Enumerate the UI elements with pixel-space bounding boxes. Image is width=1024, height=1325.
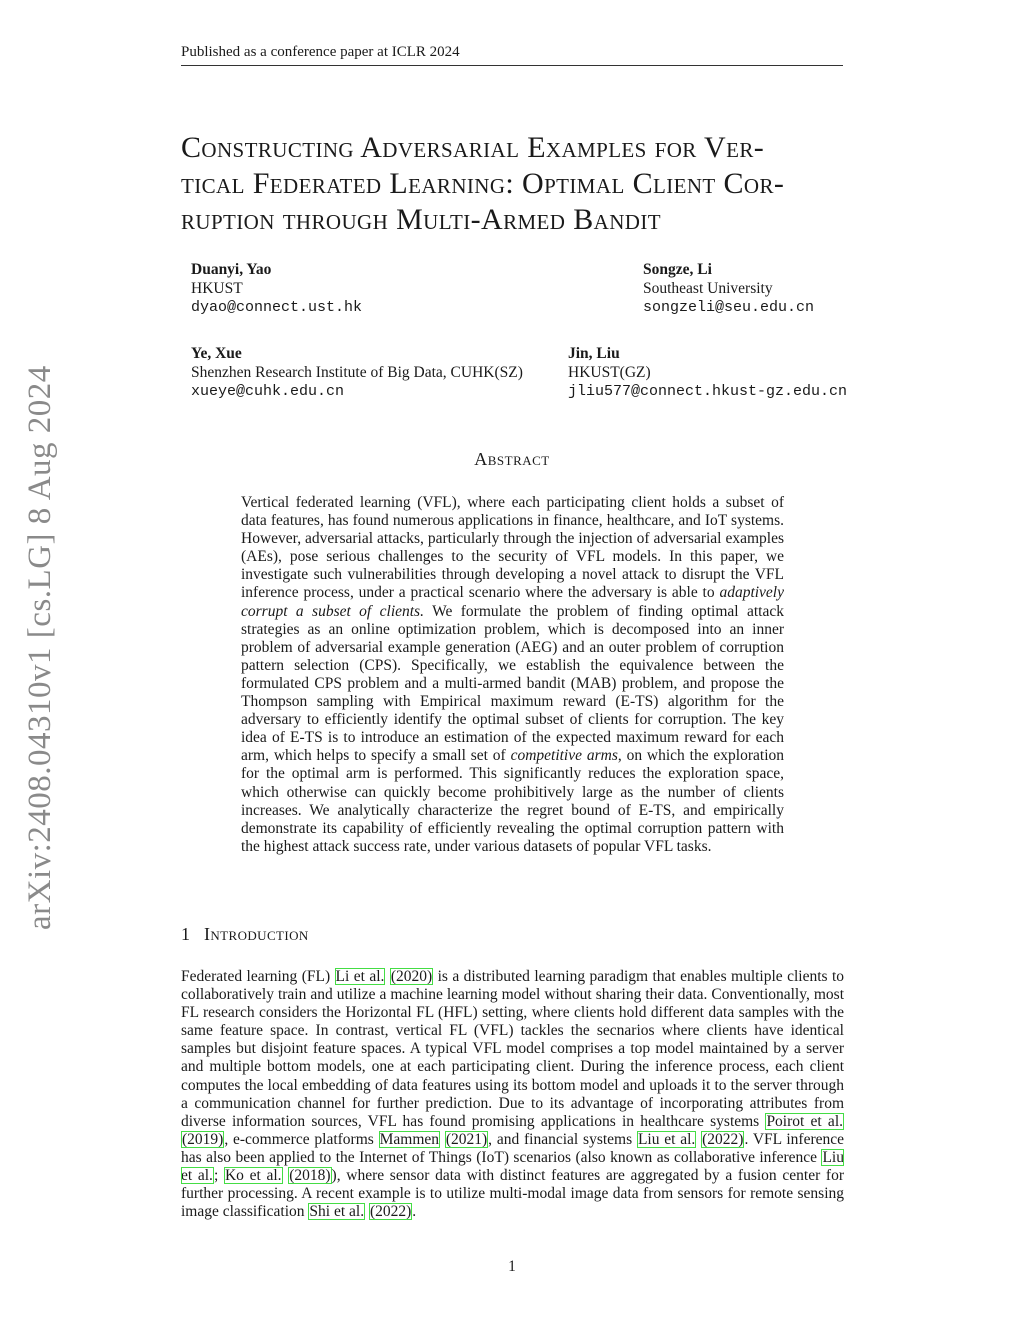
- title-line-2: tical Federated Learning: Optimal Client Cor-: [181, 167, 785, 200]
- citation-link[interactable]: Mammen: [379, 1130, 440, 1148]
- citation-year-link[interactable]: (2019): [182, 1130, 224, 1148]
- abstract-part-3: , on which the exploration for the optimal arm is performed. This significantly reduces the exploration space, which otherwise can quickly become prohibitively large as the number of clients increases. We analytically characterize the regret bound of E-TS, and empirically demonstrate its capability of efficiently revealing the optimal corruption pattern with the highest attack success rate, under various datasets of popular VFL tasks.: [241, 747, 785, 855]
- author-affiliation: HKUST: [191, 280, 243, 297]
- author-block-4: [568, 344, 847, 401]
- author-name: Ye, Xue: [191, 345, 242, 362]
- title-line-1: Constructing Adversarial Examples for Ver-: [181, 131, 765, 164]
- author-affiliation: Southeast University: [643, 280, 773, 297]
- citation-link[interactable]: Liu et al.: [181, 1148, 844, 1185]
- intro-text: , and financial systems: [488, 1130, 637, 1148]
- introduction-paragraph: [181, 968, 844, 1221]
- author-affiliation: Shenzhen Research Institute of Big Data, CUHK(SZ): [191, 364, 523, 381]
- author-block-2: [643, 260, 814, 317]
- citation-year-link[interactable]: (2018): [289, 1167, 331, 1185]
- section-heading-introduction: [181, 924, 309, 945]
- arxiv-stamp[interactable]: arXiv:2408.04310v1 [cs.LG] 8 Aug 2024: [22, 365, 58, 930]
- intro-text: , e-commerce platforms: [224, 1130, 379, 1148]
- author-email[interactable]: dyao@connect.ust.hk: [191, 299, 363, 316]
- abstract-part-2: We formulate the problem of finding optimal attack strategies as an online optimization problem, which is decomposed into an inner problem of adversarial example generation (AEG) and an outer problem of corruption pattern selection (CPS). Specifically, we establish the equivalence between the formulated CPS problem and a multi-armed bandit (MAB) problem, and propose the Thompson sampling with Empirical maximum reward (E-TS) algorithm for the adversary to efficiently identify the optimal subset of clients for corruption. The key idea of E-TS is to introduce an estimation of the expected maximum reward for each arm, which helps to specify a small set of: [241, 602, 784, 765]
- paper-title: [181, 130, 853, 238]
- abstract-text: [241, 494, 784, 856]
- title-line-3: ruption through Multi-Armed Bandit: [181, 203, 661, 236]
- intro-text: Federated learning (FL): [181, 968, 335, 985]
- section-number: 1: [181, 924, 190, 944]
- author-email[interactable]: songzeli@seu.edu.cn: [643, 299, 815, 316]
- citation-year-link[interactable]: (2022): [369, 1203, 412, 1221]
- citation-year-link[interactable]: (2020): [390, 968, 433, 985]
- author-block-3: [191, 344, 523, 401]
- intro-text: is a distributed learning paradigm that enables multiple clients to collaboratively train and utilize a machine learning model without sharing their data. Conventionally, most FL research considers the Horizontal FL (HFL) setting, where clients hold different data samples with the same feature space. In contrast, vertical FL (VFL) tackles the secnarios where clients have identical samples but disjoint feature spaces. A typical VFL model comprises a top model maintained by a server and multiple bottom models, one at each participating client. During the inference process, each client computes the local embedding of data features using its bottom model and uploads it to the server through a communication channel for further prediction. Due to its advantage of incorporating attributes from diverse information sources, VFL has found promising applications in healthcare systems: [181, 968, 845, 1130]
- author-name: Jin, Liu: [568, 345, 620, 362]
- abstract-emphasis-1: adaptively corrupt a subset of clients.: [241, 584, 784, 620]
- citation-link[interactable]: Liu et al.: [637, 1130, 696, 1148]
- section-title: Introduction: [204, 924, 309, 944]
- abstract-emphasis-2: competitive arms: [510, 747, 618, 765]
- citation-link[interactable]: Shi et al.: [309, 1203, 365, 1221]
- page-number: 1: [508, 1258, 516, 1275]
- author-name: Songze, Li: [643, 261, 712, 278]
- author-block-1: [191, 260, 362, 317]
- intro-text: . VFL inference has also been applied to the Internet of Things (IoT) scenarios (also known as collaborative inference: [181, 1130, 845, 1166]
- intro-text: ), where sensor data with distinct features are aggregated by a fusion center for further processing. A recent example is to utilize multi-modal image data from sensors for remote sensing image classification: [181, 1167, 844, 1221]
- author-name: Duanyi, Yao: [191, 261, 272, 278]
- citation-link[interactable]: Ko et al.: [224, 1167, 282, 1185]
- citation-link[interactable]: Poirot et al.: [766, 1112, 843, 1130]
- author-affiliation: HKUST(GZ): [568, 364, 651, 381]
- intro-text: ;: [213, 1167, 224, 1185]
- intro-text: .: [412, 1203, 417, 1221]
- citation-link[interactable]: Li et al.: [335, 968, 385, 985]
- running-header: Published as a conference paper at ICLR 2024: [181, 44, 843, 66]
- author-email[interactable]: xueye@cuhk.edu.cn: [191, 383, 345, 400]
- citation-year-link[interactable]: (2021): [445, 1130, 488, 1148]
- abstract-part-1: Vertical federated learning (VFL), where each participating client holds a subset of data features, has found numerous applications in finance, healthcare, and IoT systems. However, adversarial attacks, particularly through the injection of adversarial examples (AEs), pose serious challenges to the security of VFL models. In this paper, we investigate such vulnerabilities through developing a novel attack to disrupt the VFL inference process, under a practical scenario where the adversary is able to: [241, 494, 784, 602]
- citation-year-link[interactable]: (2022): [702, 1130, 744, 1148]
- author-email[interactable]: jliu577@connect.hkust-gz.edu.cn: [568, 383, 848, 400]
- abstract-heading: Abstract: [474, 449, 550, 469]
